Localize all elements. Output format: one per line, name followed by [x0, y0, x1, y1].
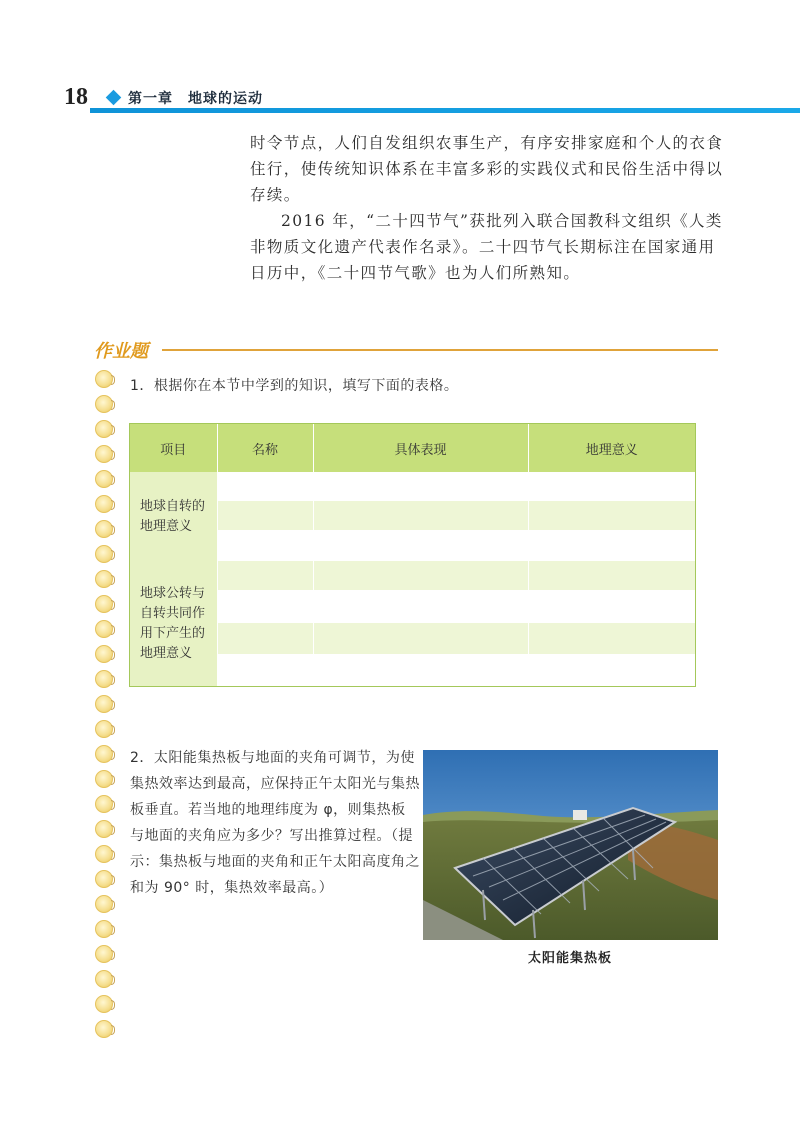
ring-icon — [95, 970, 113, 988]
table-cell[interactable] — [528, 501, 695, 530]
table-cell[interactable] — [313, 590, 528, 623]
table-cell[interactable] — [313, 530, 528, 561]
header-name: 名称 — [217, 424, 313, 472]
table-cell[interactable] — [313, 561, 528, 590]
ring-icon — [95, 620, 113, 638]
ring-icon — [95, 845, 113, 863]
ring-icon — [95, 945, 113, 963]
ring-icon — [95, 545, 113, 563]
ring-icon — [95, 645, 113, 663]
photo-caption: 太阳能集热板 — [528, 951, 613, 966]
table-cell[interactable] — [217, 472, 313, 501]
ring-icon — [95, 470, 113, 488]
ring-icon — [95, 870, 113, 888]
row-group-rotation: 地球自转的地理意义 — [130, 472, 217, 561]
table-cell[interactable] — [528, 530, 695, 561]
ring-icon — [95, 395, 113, 413]
ring-icon — [95, 770, 113, 788]
row-group-revolution: 地球公转与自转共同作用下产生的地理意义 — [130, 561, 217, 686]
ring-icon — [95, 1020, 113, 1038]
question-2: 2．太阳能集热板与地面的夹角可调节，为使集热效率达到最高，应保持正午太阳光与集热板垂直。若当地的地理纬度为 φ，则集热板与地面的夹角应为多少？写出推算过程。（提示：集热板与地面的夹角和正午太阳高度角之和为 90° 时，集热效率最高。） — [130, 750, 420, 896]
table-cell[interactable] — [217, 654, 313, 686]
table-cell[interactable] — [217, 590, 313, 623]
table-cell[interactable] — [528, 561, 695, 590]
page-header — [0, 0, 800, 120]
table-cell[interactable] — [528, 654, 695, 686]
table-cell[interactable] — [217, 530, 313, 561]
homework-title: 作业题 — [94, 341, 148, 362]
ring-icon — [95, 495, 113, 513]
table-cell[interactable] — [313, 623, 528, 654]
ring-icon — [95, 520, 113, 538]
answer-table — [129, 423, 696, 687]
header-rule — [90, 108, 800, 113]
header-significance: 地理意义 — [528, 424, 695, 472]
table-cell[interactable] — [217, 501, 313, 530]
homework-rule — [162, 349, 718, 351]
ring-icon — [95, 895, 113, 913]
ring-icon — [95, 595, 113, 613]
table-row — [130, 561, 695, 590]
header-performance: 具体表现 — [313, 424, 528, 472]
ring-icon — [95, 745, 113, 763]
table-header-row — [130, 424, 695, 472]
body-paragraph-1: 时令节点，人们自发组织农事生产，有序安排家庭和个人的衣食住行，使传统知识体系在丰富多彩的实践仪式和民俗生活中得以存续。 — [250, 134, 724, 204]
solar-panel-photo — [423, 750, 718, 940]
body-paragraph-2: 2016 年，“二十四节气”获批列入联合国教科文组织《人类非物质文化遗产代表作名录》。二十四节气长期标注在国家通用日历中，《二十四节气歌》也为人们所熟知。 — [250, 212, 723, 282]
page-number: 18 — [64, 84, 88, 110]
diamond-icon — [106, 90, 122, 106]
ring-icon — [95, 920, 113, 938]
ring-icon — [95, 995, 113, 1013]
table-cell[interactable] — [313, 501, 528, 530]
ring-icon — [95, 445, 113, 463]
ring-icon — [95, 795, 113, 813]
table-cell[interactable] — [528, 590, 695, 623]
table-cell[interactable] — [313, 472, 528, 501]
table-cell[interactable] — [217, 623, 313, 654]
ring-icon — [95, 370, 113, 388]
chapter-title: 第一章 地球的运动 — [128, 91, 263, 107]
ring-icon — [95, 695, 113, 713]
header-project: 项目 — [130, 424, 217, 472]
table-cell[interactable] — [313, 654, 528, 686]
ring-icon — [95, 670, 113, 688]
ring-icon — [95, 820, 113, 838]
table-cell[interactable] — [528, 623, 695, 654]
ring-icon — [95, 420, 113, 438]
ring-icon — [95, 570, 113, 588]
question-1: 1．根据你在本节中学到的知识，填写下面的表格。 — [130, 378, 459, 394]
table-cell[interactable] — [217, 561, 313, 590]
table-row — [130, 472, 695, 501]
ring-icon — [95, 720, 113, 738]
table-cell[interactable] — [528, 472, 695, 501]
